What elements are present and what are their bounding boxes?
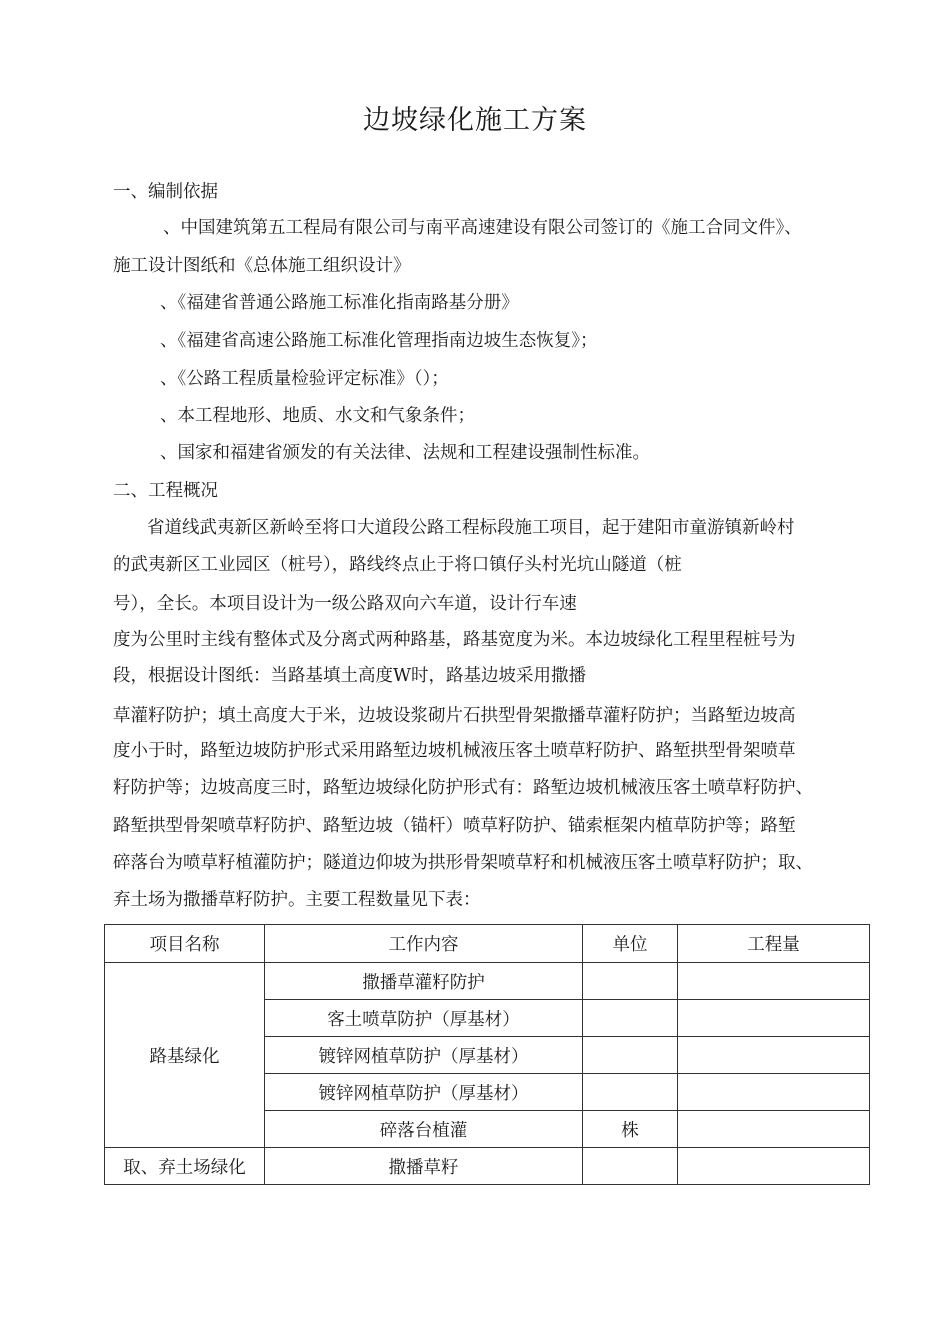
overview-line: 度为公里时主线有整体式及分离式两种路基，路基宽度为米。本边坡绿化工程里程桩号为 — [113, 630, 796, 650]
group-name-cell: 路基绿化 — [105, 963, 265, 1148]
qty-cell — [678, 1074, 870, 1111]
table-row — [105, 963, 870, 1000]
qty-cell — [678, 1148, 870, 1185]
header-cell: 工作内容 — [265, 925, 583, 963]
overview-line: 的武夷新区工业园区（桩号），路线终点止于将口镇仔头村光坑山隧道（桩 — [113, 555, 682, 575]
qty-cell — [678, 1037, 870, 1074]
basis-item: 、《福建省高速公路施工标准化管理指南边坡生态恢复》； — [160, 331, 598, 351]
section-heading-1: 一、编制依据 — [113, 182, 218, 202]
content-cell: 镀锌网植草防护（厚基材） — [265, 1074, 583, 1111]
overview-line: 碎落台为喷草籽植灌防护；隧道边仰坡为拱形骨架喷草籽和机械液压客土喷草籽防护；取、 — [113, 853, 813, 873]
qty-cell — [678, 1000, 870, 1037]
overview-line: 段，根据设计图纸：当路基填土高度W时，路基边坡采用撒播 — [113, 666, 586, 686]
content-cell: 镀锌网植草防护（厚基材） — [265, 1037, 583, 1074]
group-name-cell: 取、弃土场绿化 — [105, 1148, 265, 1185]
basis-item: 、中国建筑第五工程局有限公司与南平高速建设有限公司签订的《施工合同文件》、 — [163, 218, 802, 238]
basis-item: 施工设计图纸和《总体施工组织设计》 — [113, 256, 411, 276]
unit-cell — [583, 1148, 678, 1185]
content-cell: 撒播草灌籽防护 — [265, 963, 583, 1000]
quantity-table — [104, 924, 870, 1185]
header-cell: 项目名称 — [105, 925, 265, 963]
basis-item: 、本工程地形、地质、水文和气象条件； — [160, 406, 475, 426]
content-cell: 碎落台植灌 — [265, 1111, 583, 1148]
overview-line: 度小于时，路堑边坡防护形式采用路堑边坡机械液压客土喷草籽防护、路堑拱型骨架喷草 — [113, 741, 796, 761]
basis-item: 、《公路工程质量检验评定标准》（）； — [160, 369, 449, 389]
basis-item: 、《福建省普通公路施工标准化指南路基分册》 — [160, 293, 519, 313]
overview-line: 弃土场为撒播草籽防护。主要工程数量见下表： — [113, 890, 481, 910]
overview-line: 省道线武夷新区新岭至将口大道段公路工程标段施工项目，起于建阳市童游镇新岭村 — [147, 518, 795, 538]
unit-cell — [583, 963, 678, 1000]
qty-cell — [678, 963, 870, 1000]
unit-cell — [583, 1037, 678, 1074]
header-cell: 单位 — [583, 925, 678, 963]
overview-line: 籽防护等；边坡高度三时，路堑边坡绿化防护形式有：路堑边坡机械液压客土喷草籽防护、 — [113, 778, 813, 798]
overview-line: 路堑拱型骨架喷草籽防护、路堑边坡（锚杆）喷草籽防护、锚索框架内植草防护等；路堑 — [113, 816, 796, 836]
unit-cell — [583, 1000, 678, 1037]
overview-line: 草灌籽防护；填土高度大于米，边坡设浆砌片石拱型骨架撒播草灌籽防护；当路堑边坡高 — [113, 706, 796, 726]
basis-item: 、国家和福建省颁发的有关法律、法规和工程建设强制性标准。 — [160, 443, 650, 463]
page-title: 边坡绿化施工方案 — [363, 105, 587, 136]
qty-cell — [678, 1111, 870, 1148]
overview-line: 号），全长。本项目设计为一级公路双向六车道，设计行车速 — [113, 594, 577, 614]
unit-cell: 株 — [583, 1111, 678, 1148]
table-header-row — [105, 925, 870, 963]
content-cell: 客土喷草防护（厚基材） — [265, 1000, 583, 1037]
content-cell: 撒播草籽 — [265, 1148, 583, 1185]
unit-cell — [583, 1074, 678, 1111]
header-cell: 工程量 — [678, 925, 870, 963]
table-row — [105, 1148, 870, 1185]
section-heading-2: 二、工程概况 — [113, 481, 218, 501]
